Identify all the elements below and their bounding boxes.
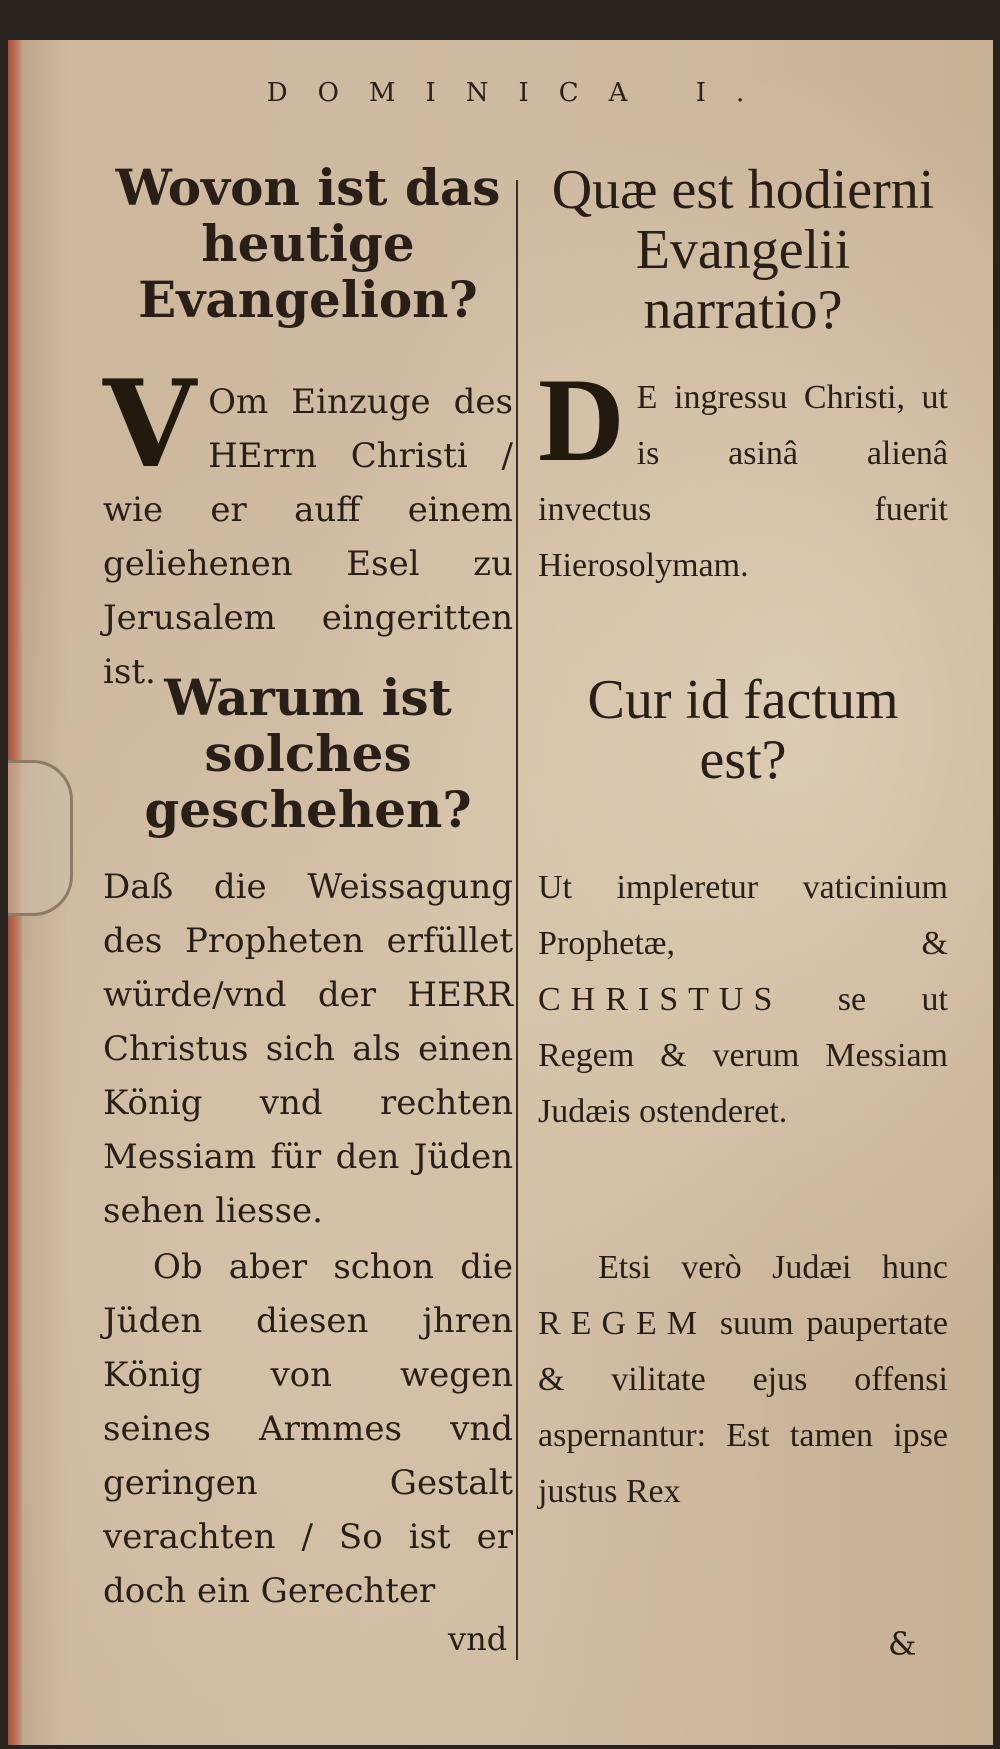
latin-heading-1: Quæ est hodierni Evangelii narratio? — [551, 159, 935, 341]
column-divider — [516, 180, 518, 1660]
latin-paragraph-1-text: E ingressu Christi, ut is asinâ alienâ invectus fuerit Hierosolymam. — [538, 379, 948, 584]
latin-paragraph-1 — [538, 353, 948, 594]
german-paragraph-3: Ob aber schon die Jüden diesen jhren König von wegen seines Armmes vnd geringen Gestalt verachten / So ist er doch ein Gerechter — [103, 1247, 513, 1611]
german-dropcap: V — [103, 354, 197, 495]
latin-paragraph-2-pre: Ut impleretur vaticinium Prophetæ, & — [538, 869, 948, 962]
latin-dropcap: D — [538, 353, 625, 486]
bookmark-clip — [8, 760, 73, 916]
latin-paragraph-2-post: se ut Regem & verum Messiam Judæis ostenderet. — [538, 981, 948, 1130]
german-heading-1: Wovon ist das heutige Evangelion? — [115, 158, 501, 329]
latin-paragraph-3 — [538, 1240, 948, 1520]
latin-paragraph-3-pre: Etsi verò Judæi hunc — [598, 1249, 948, 1286]
latin-paragraph-2-caps: CHRISTUS — [538, 981, 783, 1018]
german-paragraph-1-text: Om Einzuge des HErrn Christi / wie er auff einem geliehenen Esel zu Jerusalem eingeritten ist. — [103, 382, 513, 692]
latin-heading-2: Cur id factum est? — [587, 669, 899, 791]
latin-paragraph-3-caps: REGEM — [538, 1305, 707, 1342]
german-paragraph-1 — [103, 354, 513, 699]
german-heading-2: Warum ist solches geschehen? — [144, 668, 472, 839]
latin-paragraph-3-post: suum paupertate & vilitate ejus offensi aspernantur: Est tamen ipse justus Rex — [538, 1305, 948, 1510]
book-page — [8, 40, 993, 1745]
latin-catchword: & — [888, 1625, 917, 1663]
german-paragraph-2: Daß die Weissagung des Propheten erfüllet würde/vnd der HERR Christus sich als einen König vnd rechten Messiam für den Jüden sehen liesse. — [103, 867, 513, 1231]
running-title: DOMINICA I. — [266, 78, 775, 108]
german-catchword: vnd — [448, 1620, 508, 1658]
latin-paragraph-2 — [538, 860, 948, 1140]
